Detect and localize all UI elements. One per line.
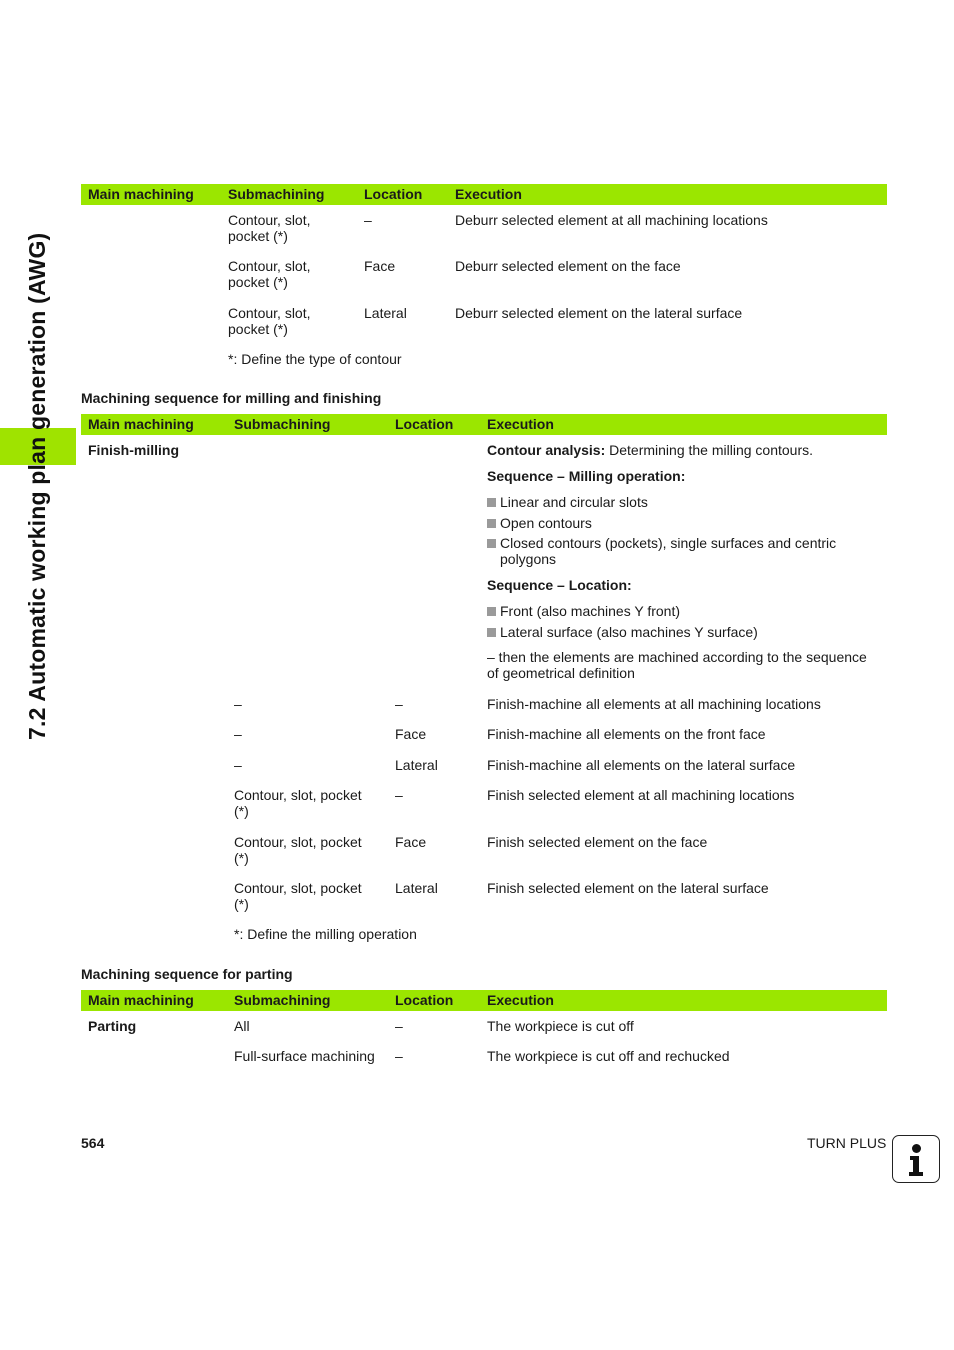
submachining-cell: Contour, slot, pocket (*) [228,305,311,337]
location-cell: – [395,1048,403,1064]
location-cell: – [395,1018,403,1034]
execution-cell: Finish selected element at all machining locations [487,787,795,803]
section-title-parting: Machining sequence for parting [81,966,293,982]
submachining-cell-cont: (*) [234,803,249,819]
bullet-icon [487,607,496,616]
table3-header [81,990,887,1011]
page-number: 564 [81,1135,105,1151]
execution-cell: Deburr selected element at all machining locations [455,212,768,228]
submachining-cell: – [234,696,242,712]
execution-cell: Finish-machine all elements at all machining locations [487,696,821,712]
location-cell: Lateral [364,305,407,321]
location-cell: – [395,787,403,803]
contour-analysis-label: Contour analysis: [487,442,606,458]
main-machining-parting: Parting [88,1018,137,1034]
col-submachining: Submachining [234,992,331,1008]
list-item: Lateral surface (also machines Y surface) [487,624,758,640]
submachining-cell: Contour, slot, pocket (*) [228,258,311,290]
execution-cell: Finish-machine all elements on the lateral surface [487,757,796,773]
execution-cell: The workpiece is cut off and rechucked [487,1048,730,1064]
col-main-machining: Main machining [88,186,194,202]
submachining-cell: Contour, slot, pocket [234,834,362,850]
chapter-title: 7.2 Automatic working plan generation (AWG) [24,232,50,740]
execution-cell: The workpiece is cut off [487,1018,634,1034]
table2-footnote: *: Define the milling operation [234,926,417,942]
then-elements-line: – then the elements are machined according to the sequence [487,649,867,665]
col-submachining: Submachining [234,416,331,432]
bullet-icon [487,539,496,548]
submachining-cell: – [234,726,242,742]
submachining-cell-cont: (*) [234,896,249,912]
col-location: Location [395,416,454,432]
table1-header [81,184,887,205]
list-item: Closed contours (pockets), single surfaces and centric [487,535,836,551]
submachining-cell: Contour, slot, pocket [234,787,362,803]
col-location: Location [364,186,423,202]
sequence-milling-heading: Sequence – Milling operation: [487,468,686,484]
list-item-continuation: polygons [500,551,557,567]
col-execution: Execution [455,186,522,202]
location-cell: Lateral [395,880,438,896]
product-name: TURN PLUS [807,1135,887,1151]
submachining-cell: Contour, slot, pocket [234,880,362,896]
contour-analysis-text: Determining the milling contours. [605,442,814,458]
location-cell: Face [395,726,427,742]
list-item: Linear and circular slots [487,494,648,510]
location-cell: Face [395,834,427,850]
submachining-cell: – [234,757,242,773]
main-machining-finish-milling: Finish-milling [88,442,179,458]
col-main-machining: Main machining [88,416,194,432]
bullet-icon [487,498,496,507]
contour-analysis [487,442,813,458]
table1-footnote: *: Define the type of contour [228,351,402,367]
list-item: Open contours [487,515,592,531]
submachining-cell: Full-surface machining [234,1048,375,1064]
col-location: Location [395,992,454,1008]
then-elements-line: of geometrical definition [487,665,635,681]
col-execution: Execution [487,416,554,432]
execution-cell: Finish selected element on the lateral surface [487,880,769,896]
location-cell: – [364,212,372,228]
execution-cell: Deburr selected element on the lateral surface [455,305,743,321]
col-main-machining: Main machining [88,992,194,1008]
submachining-cell-cont: (*) [234,850,249,866]
location-cell: Face [364,258,396,274]
location-cell: Lateral [395,757,438,773]
sequence-location-heading: Sequence – Location: [487,577,632,593]
table2-header [81,414,887,435]
col-execution: Execution [487,992,554,1008]
execution-cell: Finish-machine all elements on the front face [487,726,766,742]
submachining-cell: Contour, slot, pocket (*) [228,212,311,244]
list-item: Front (also machines Y front) [487,603,680,619]
location-cell: – [395,696,403,712]
execution-cell: Deburr selected element on the face [455,258,681,274]
section-title-milling: Machining sequence for milling and finishing [81,390,382,406]
submachining-cell: All [234,1018,250,1034]
bullet-icon [487,628,496,637]
info-icon [892,1135,940,1183]
bullet-icon [487,519,496,528]
execution-cell: Finish selected element on the face [487,834,708,850]
col-submachining: Submachining [228,186,325,202]
